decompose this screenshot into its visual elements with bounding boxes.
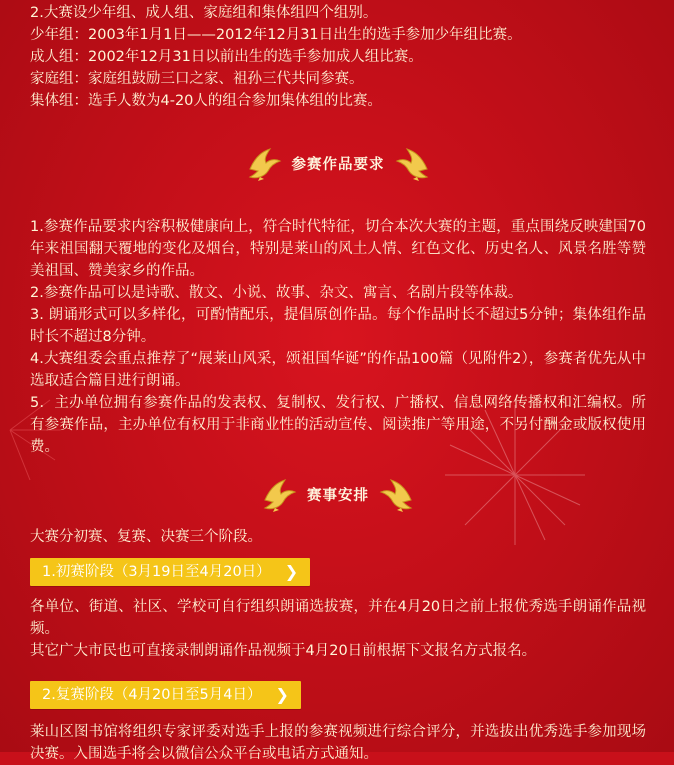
group-section — [30, 0, 646, 112]
chevron-right-icon: ❯ — [275, 685, 289, 704]
schedule-heading-title: 赛事安排 — [307, 488, 369, 504]
stage2-label: 2.复赛阶段（4月20日至5月4日） — [42, 687, 262, 703]
stage1-paragraph: 其它广大市民也可直接录制朗诵作品视频于4月20日前根据下文报名方式报名。 — [30, 643, 537, 659]
chevron-right-icon: ❯ — [284, 562, 299, 581]
works-paragraph: 3. 朗诵形式可以多样化，可酌情配乐，提倡原创作品。每个作品时长不超过5分钟；集体组作品时长不超过8分钟。 — [30, 307, 646, 345]
stage1-paragraph: 各单位、街道、社区、学校可自行组织朗诵选拔赛，并在4月20日之前上报优秀选手朗诵作品视频。 — [30, 599, 646, 637]
stage1-label: 1.初赛阶段（3月19日至4月20日） — [42, 564, 271, 580]
works-paragraph: 2.参赛作品可以是诗歌、散文、小说、故事、杂文、寓言、名剧片段等体裁。 — [30, 285, 523, 301]
golden-dove-icon — [395, 147, 431, 183]
works-heading-title: 参赛作品要求 — [291, 157, 385, 173]
works-section — [30, 216, 646, 458]
works-paragraph: 1.参赛作品要求内容积极健康向上，符合时代特征，切合本次大赛的主题，重点围绕反映建国70年来祖国翻天覆地的变化及烟台，特别是莱山的风土人情、红色文化、历史名人、风景名胜等赞美祖国、赞美家乡的作品。 — [30, 219, 646, 279]
group-line: 成人组：2002年12月31日以前出生的选手参加成人组比赛。 — [30, 49, 423, 65]
group-line: 家庭组：家庭组鼓励三口之家、祖孙三代共同参赛。 — [30, 71, 364, 87]
group-line: 少年组：2003年1月1日——2012年12月31日出生的选手参加少年组比赛。 — [30, 27, 522, 43]
schedule-section — [30, 526, 646, 765]
group-line: 集体组：选手人数为4-20人的组合参加集体组的比赛。 — [30, 93, 382, 109]
schedule-heading — [30, 470, 646, 522]
stage1-badge — [30, 558, 310, 586]
golden-dove-icon — [246, 147, 282, 183]
article-content — [30, 0, 646, 765]
schedule-intro: 大赛分初赛、复赛、决赛三个阶段。 — [30, 529, 262, 545]
golden-dove-icon — [261, 478, 297, 514]
works-paragraph: 4.大赛组委会重点推荐了“展莱山风采，颂祖国华诞”的作品100篇（见附件2），参赛者优先从中选取适合篇目进行朗诵。 — [30, 351, 646, 389]
works-paragraph: 5．主办单位拥有参赛作品的发表权、复制权、发行权、广播权、信息网络传播权和汇编权。所有参赛作品，主办单位有权用于非商业性的活动宣传、阅读推广等用途，不另付酬金或版权使用费。 — [30, 395, 646, 455]
group-line: 2.大赛设少年组、成人组、家庭组和集体组四个组别。 — [30, 5, 378, 21]
stage2-paragraph: 莱山区图书馆将组织专家评委对选手上报的参赛视频进行综合评分，并选拔出优秀选手参加现场决赛。入围选手将会以微信公众平台或电话方式通知。 — [30, 724, 646, 762]
stage2-badge — [30, 681, 301, 709]
golden-dove-icon — [379, 478, 415, 514]
works-heading — [30, 139, 646, 191]
